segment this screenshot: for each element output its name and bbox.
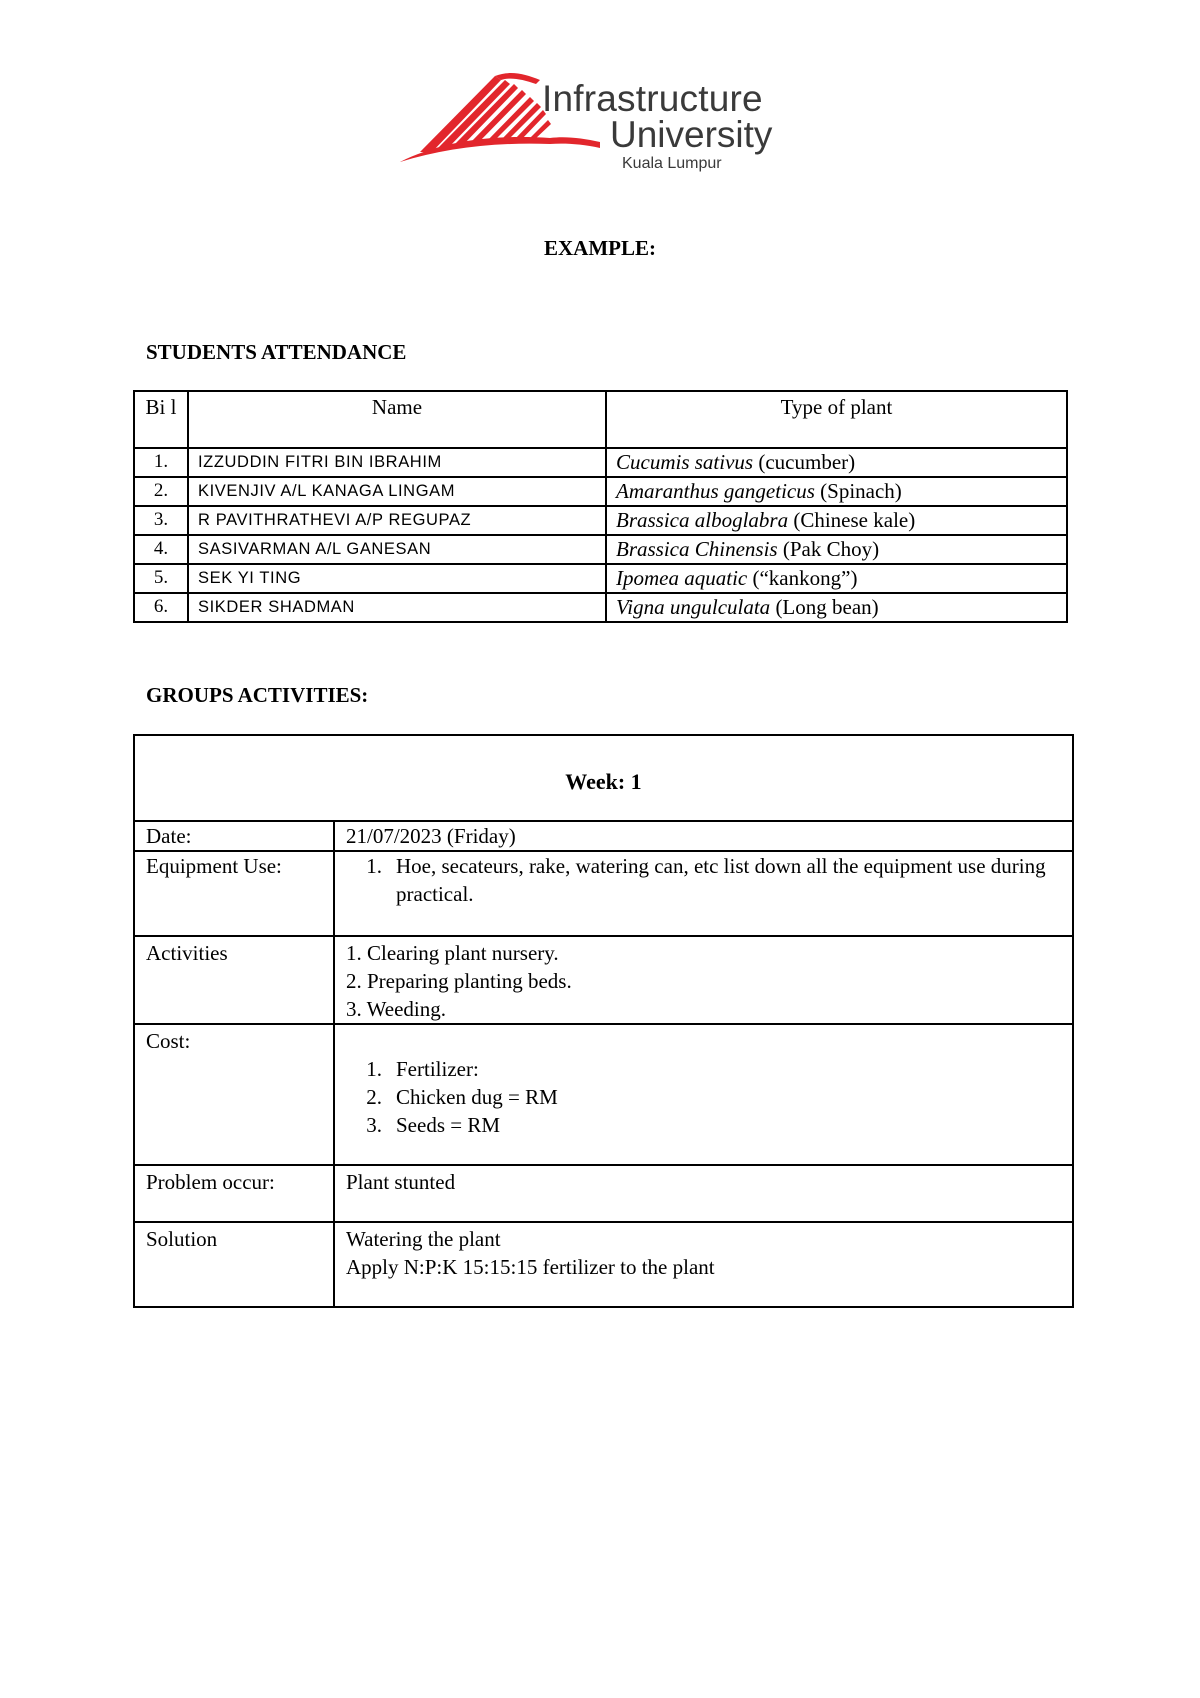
logo-text-location: Kuala Lumpur [622,155,722,172]
attendance-table [133,390,1068,623]
list-number: 3. [366,1113,382,1137]
equipment-value: Hoe, secateurs, rake, watering can, etc list down all the equipment use during practical. [396,854,1046,906]
problem-value: Plant stunted [334,1165,1073,1222]
plant-scientific-name: Brassica alboglabra [616,508,789,532]
cost-item: Chicken dug = RM [396,1085,558,1109]
plant-scientific-name: Vigna ungulculata [616,595,771,619]
student-name: SIKDER SHADMAN [188,593,606,622]
date-value: 21/07/2023 (Friday) [334,821,1073,851]
week-row [134,735,1073,821]
student-name: KIVENJIV A/L KANAGA LINGAM [188,477,606,506]
list-number: 1. [366,1057,382,1081]
header-name: Name [188,391,606,448]
solution-label: Solution [134,1222,334,1307]
logo-text-infrastructure: Infrastructure [542,78,763,119]
table-row [134,506,1067,535]
logo-text-university: University [610,114,773,155]
date-row [134,821,1073,851]
activities-label: Activities [134,936,334,1024]
cost-cell [334,1024,1073,1165]
solution-cell [334,1222,1073,1307]
cost-label: Cost: [134,1024,334,1165]
plant-common-name: (Chinese kale) [788,508,916,532]
student-name: IZZUDDIN FITRI BIN IBRAHIM [188,448,606,477]
solution-line: Watering the plant [346,1227,501,1251]
equipment-row [134,851,1073,936]
plant-common-name: (Spinach) [814,479,902,503]
week-label: Week: 1 [134,735,1073,821]
table-row [134,564,1067,593]
table-row [134,448,1067,477]
attendance-heading: STUDENTS ATTENDANCE [146,340,407,364]
plant-common-name: (Long bean) [770,595,879,619]
row-number: 5. [134,564,188,593]
student-name: SEK YI TING [188,564,606,593]
group-activities-table [133,734,1074,1308]
table-row [134,593,1067,622]
activity-item: 2. Preparing planting beds. [346,969,572,993]
equipment-label: Equipment Use: [134,851,334,936]
row-number: 2. [134,477,188,506]
list-number: 2. [366,1085,382,1109]
example-heading: EXAMPLE: [544,236,656,260]
plant-cell [606,477,1067,506]
list-item [346,1111,1061,1139]
activities-row [134,936,1073,1024]
cost-item: Fertilizer: [396,1057,479,1081]
problem-row [134,1165,1073,1222]
plant-cell [606,506,1067,535]
list-item [346,1083,1061,1111]
plant-scientific-name: Cucumis sativus [616,450,754,474]
plant-common-name: (cucumber) [753,450,856,474]
activity-item: 3. Weeding. [346,997,446,1021]
table-row [134,477,1067,506]
cost-row [134,1024,1073,1165]
cost-item: Seeds = RM [396,1113,501,1137]
row-number: 6. [134,593,188,622]
list-item [346,1055,1061,1083]
list-item [346,852,1061,908]
university-logo [400,72,820,177]
date-label: Date: [134,821,334,851]
plant-scientific-name: Amaranthus gangeticus [616,479,815,503]
plant-cell [606,535,1067,564]
header-bil: Bi l [134,391,188,448]
cost-list [346,1055,1061,1139]
solution-line: Apply N:P:K 15:15:15 fertilizer to the plant [346,1255,715,1279]
row-number: 4. [134,535,188,564]
student-name: SASIVARMAN A/L GANESAN [188,535,606,564]
row-number: 1. [134,448,188,477]
attendance-header-row [134,391,1067,448]
problem-label: Problem occur: [134,1165,334,1222]
equipment-cell [334,851,1073,936]
table-row [134,535,1067,564]
plant-common-name: (“kankong”) [747,566,858,590]
plant-scientific-name: Ipomea aquatic [616,566,748,590]
student-name: R PAVITHRATHEVI A/P REGUPAZ [188,506,606,535]
groups-activities-heading: GROUPS ACTIVITIES: [146,683,369,707]
plant-cell [606,564,1067,593]
solution-row [134,1222,1073,1307]
activity-item: 1. Clearing plant nursery. [346,941,559,965]
plant-cell [606,593,1067,622]
plant-cell [606,448,1067,477]
header-plant: Type of plant [606,391,1067,448]
row-number: 3. [134,506,188,535]
activities-cell [334,936,1073,1024]
plant-common-name: (Pak Choy) [777,537,880,561]
plant-scientific-name: Brassica Chinensis [616,537,778,561]
list-number: 1. [366,854,382,878]
equipment-list [346,852,1061,908]
